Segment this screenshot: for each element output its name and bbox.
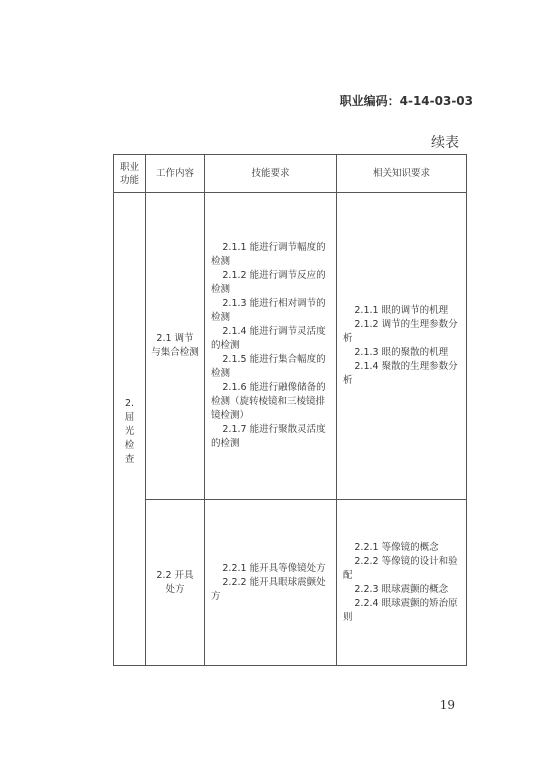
occupation-code: 职业编码：4-14-03-03 bbox=[339, 94, 473, 108]
skill-item: 2.1.7 能进行聚散灵活度的检测 bbox=[211, 424, 326, 449]
header-skills: 技能要求 bbox=[205, 155, 337, 193]
skills-cell bbox=[205, 193, 337, 500]
knowledge-item: 2.1.3 眼的聚散的机理 bbox=[354, 347, 449, 358]
header-work: 工作内容 bbox=[146, 155, 205, 193]
page-number: 19 bbox=[439, 698, 455, 712]
knowledge-item: 2.2.3 眼球震颤的概念 bbox=[354, 583, 449, 595]
skills-table bbox=[113, 154, 467, 666]
knowledge-item: 2.1.2 调节的生理参数分析 bbox=[343, 319, 458, 344]
knowledge-item: 2.1.4 聚散的生理参数分析 bbox=[343, 361, 458, 386]
knowledge-item: 2.2.2 等像镜的设计和验配 bbox=[343, 555, 458, 581]
continued-label: 续表 bbox=[431, 135, 459, 151]
table-header-row bbox=[114, 155, 467, 193]
skill-item: 2.1.5 能进行集合幅度的检测 bbox=[211, 354, 326, 379]
work-cell: 2.2 开具 处方 bbox=[146, 500, 205, 666]
skill-item: 2.2.2 能开具眼球震颤处方 bbox=[211, 576, 326, 602]
knowledge-item: 2.2.4 眼球震颤的矫治原则 bbox=[343, 597, 458, 623]
skills-cell bbox=[205, 500, 337, 666]
knowledge-item: 2.2.1 等像镜的概念 bbox=[354, 541, 439, 553]
skill-item: 2.1.3 能进行相对调节的检测 bbox=[211, 298, 326, 323]
table-row bbox=[114, 193, 467, 500]
skill-item: 2.1.4 能进行调节灵活度的检测 bbox=[211, 326, 326, 351]
knowledge-cell bbox=[337, 500, 467, 666]
function-cell: 2. 屈 光 检 查 bbox=[114, 193, 146, 666]
header-function: 职业 功能 bbox=[114, 155, 146, 193]
knowledge-item: 2.1.1 眼的调节的机理 bbox=[354, 305, 449, 316]
knowledge-cell bbox=[337, 193, 467, 500]
skill-item: 2.2.1 能开具等像镜处方 bbox=[222, 562, 326, 574]
work-cell: 2.1 调节 与集合检测 bbox=[146, 193, 205, 500]
skill-item: 2.1.1 能进行调节幅度的检测 bbox=[211, 242, 326, 267]
skill-item: 2.1.2 能进行调节反应的检测 bbox=[211, 270, 326, 295]
skill-item: 2.1.6 能进行融像储备的检测（旋转棱镜和三棱镜排镜检测） bbox=[211, 382, 326, 421]
table-row bbox=[114, 500, 467, 666]
header-knowledge: 相关知识要求 bbox=[337, 155, 467, 193]
